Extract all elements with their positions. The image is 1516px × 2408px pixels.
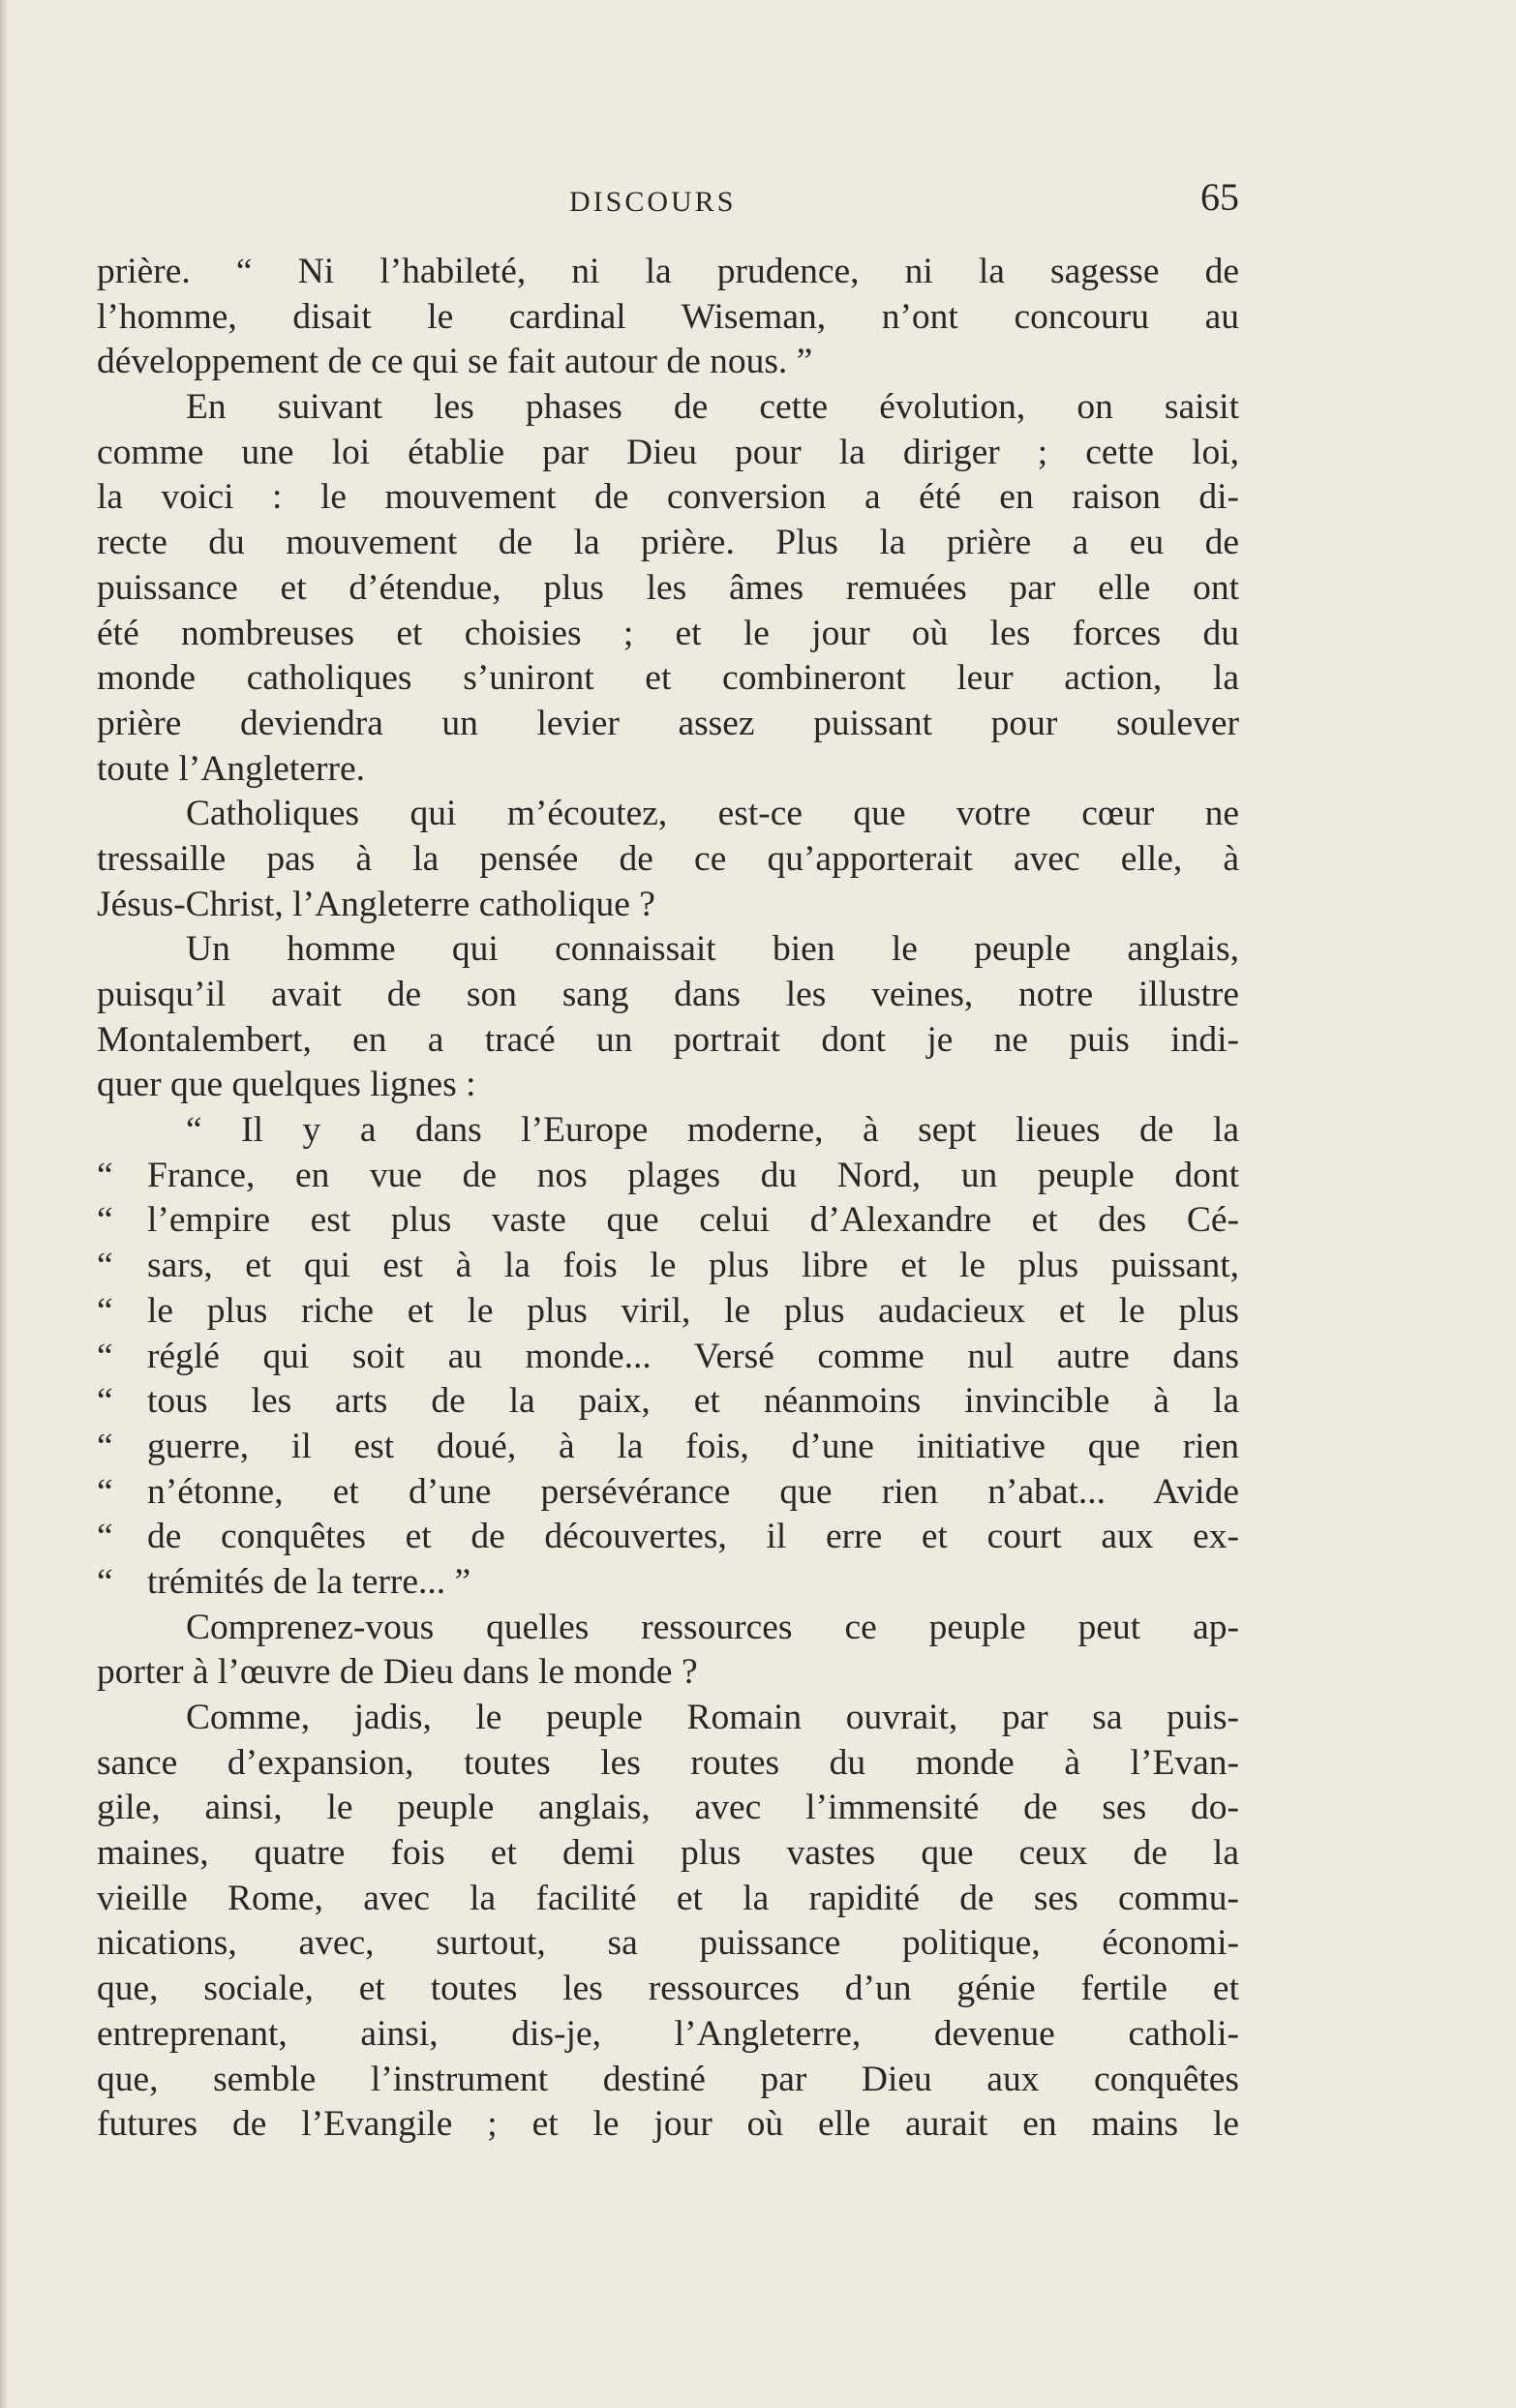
quote-line: [97, 1289, 1239, 1335]
running-title: DISCOURS: [569, 186, 737, 218]
text-line: monde catholiques s’uniront et combineront leur action, la: [97, 658, 1239, 699]
paragraph-start: Comme, jadis, le peuple Romain ouvrait, par sa puis-: [186, 1698, 1239, 1737]
text-line: la voici : le mouvement de conversion a été en raison di-: [97, 477, 1239, 518]
text-line: sance d’expansion, toutes les routes du monde à l’Evan-: [97, 1742, 1239, 1783]
quote-mark: “: [97, 1381, 113, 1422]
text-line: que, semble l’instrument destiné par Dieu aux conquêtes: [97, 2059, 1239, 2099]
quote-text: n’étonne, et d’une persévérance que rien n’abat... Avide: [147, 1471, 1239, 1512]
quote-mark: “: [97, 1290, 113, 1331]
quote-mark: “: [97, 1200, 113, 1241]
text-line: l’homme, disait le cardinal Wiseman, n’ont concouru au: [97, 296, 1239, 337]
text-line: que, sociale, et toutes les ressources d’un génie fertile et: [97, 1969, 1239, 2009]
text-line: tressaille pas à la pensée de ce qu’apporterait avec elle, à: [97, 838, 1239, 879]
quote-line: “ Il y a dans l’Europe moderne, à sept lieues de la: [186, 1110, 1239, 1151]
quote-text: sars, et qui est à la fois le plus libre et le plus puissant,: [147, 1246, 1239, 1286]
page-header: [97, 174, 1239, 232]
text-line: prière deviendra un levier assez puissant pour soulever: [97, 703, 1239, 743]
quote-mark: “: [97, 1517, 113, 1557]
text-line: gile, ainsi, le peuple anglais, avec l’immensité de ses do-: [97, 1788, 1239, 1828]
quote-line: [97, 1244, 1239, 1289]
text-line: comme une loi établie par Dieu pour la diriger ; cette loi,: [97, 432, 1239, 472]
text-line: puissance et d’étendue, plus les âmes remuées par elle ont: [97, 567, 1239, 608]
quote-mark: “: [97, 1561, 113, 1602]
quote-text: trémités de la terre... ”: [147, 1561, 471, 1602]
quote-mark: “: [97, 1155, 113, 1195]
quote-mark: “: [97, 1471, 113, 1512]
paragraph-start: Comprenez-vous quelles ressources ce peuple peut ap-: [186, 1607, 1239, 1647]
quote-text: le plus riche et le plus viril, le plus audacieux et le plus: [147, 1290, 1239, 1331]
quote-line: [97, 1154, 1239, 1199]
text-line: nications, avec, surtout, sa puissance politique, économi-: [97, 1923, 1239, 1964]
quote-line: [97, 1335, 1239, 1380]
quote-text: de conquêtes et de découvertes, il erre et court aux ex-: [147, 1517, 1239, 1557]
quote-line: [97, 1560, 1239, 1606]
quote-text: tous les arts de la paix, et néanmoins invincible à la: [147, 1381, 1239, 1422]
quote-line: [97, 1198, 1239, 1244]
text-line: porter à l’œuvre de Dieu dans le monde ?: [97, 1652, 698, 1693]
text-line: Jésus-Christ, l’Angleterre catholique ?: [97, 884, 655, 924]
text-line: été nombreuses et choisies ; et le jour où les forces du: [97, 613, 1239, 653]
page-number: 65: [1200, 175, 1239, 219]
paragraph-start: En suivant les phases de cette évolution, on saisit: [186, 387, 1239, 428]
text-line: puisqu’il avait de son sang dans les veines, notre illustre: [97, 975, 1239, 1014]
text-line: entreprenant, ainsi, dis-je, l’Angleterre, devenue catholi-: [97, 2013, 1239, 2054]
text-line: maines, quatre fois et demi plus vastes que ceux de la: [97, 1833, 1239, 1874]
quote-line: [97, 1379, 1239, 1425]
text-line: vieille Rome, avec la facilité et la rapidité de ses commu-: [97, 1878, 1239, 1918]
paragraph-start: Un homme qui connaissait bien le peuple anglais,: [186, 929, 1239, 970]
text-line: toute l’Angleterre.: [97, 748, 365, 789]
quote-mark: “: [97, 1246, 113, 1286]
text-line: Montalembert, en a tracé un portrait dont je ne puis indi-: [97, 1019, 1239, 1060]
quote-line: [97, 1425, 1239, 1470]
text-line: quer que quelques lignes :: [97, 1065, 476, 1105]
paragraph-start: Catholiques qui m’écoutez, est-ce que votre cœur ne: [186, 794, 1239, 834]
quote-mark: “: [97, 1336, 113, 1376]
quote-text: réglé qui soit au monde... Versé comme nul autre dans: [147, 1336, 1239, 1376]
text-line: recte du mouvement de la prière. Plus la prière a eu de: [97, 523, 1239, 563]
text-line: futures de l’Evangile ; et le jour où elle aurait en mains le: [97, 2104, 1239, 2145]
body-text: [97, 250, 1239, 2148]
quote-line: [97, 1470, 1239, 1516]
page-edge: [0, 0, 8, 2408]
text-line: prière. “ Ni l’habileté, ni la prudence, ni la sagesse de: [97, 252, 1239, 291]
quote-line: [97, 1515, 1239, 1560]
quote-text: l’empire est plus vaste que celui d’Alexandre et des Cé-: [147, 1200, 1239, 1241]
quote-text: guerre, il est doué, à la fois, d’une initiative que rien: [147, 1426, 1239, 1466]
quote-mark: “: [97, 1426, 113, 1466]
text-line: développement de ce qui se fait autour de nous. ”: [97, 342, 813, 382]
quote-text: France, en vue de nos plages du Nord, un peuple dont: [147, 1155, 1239, 1195]
